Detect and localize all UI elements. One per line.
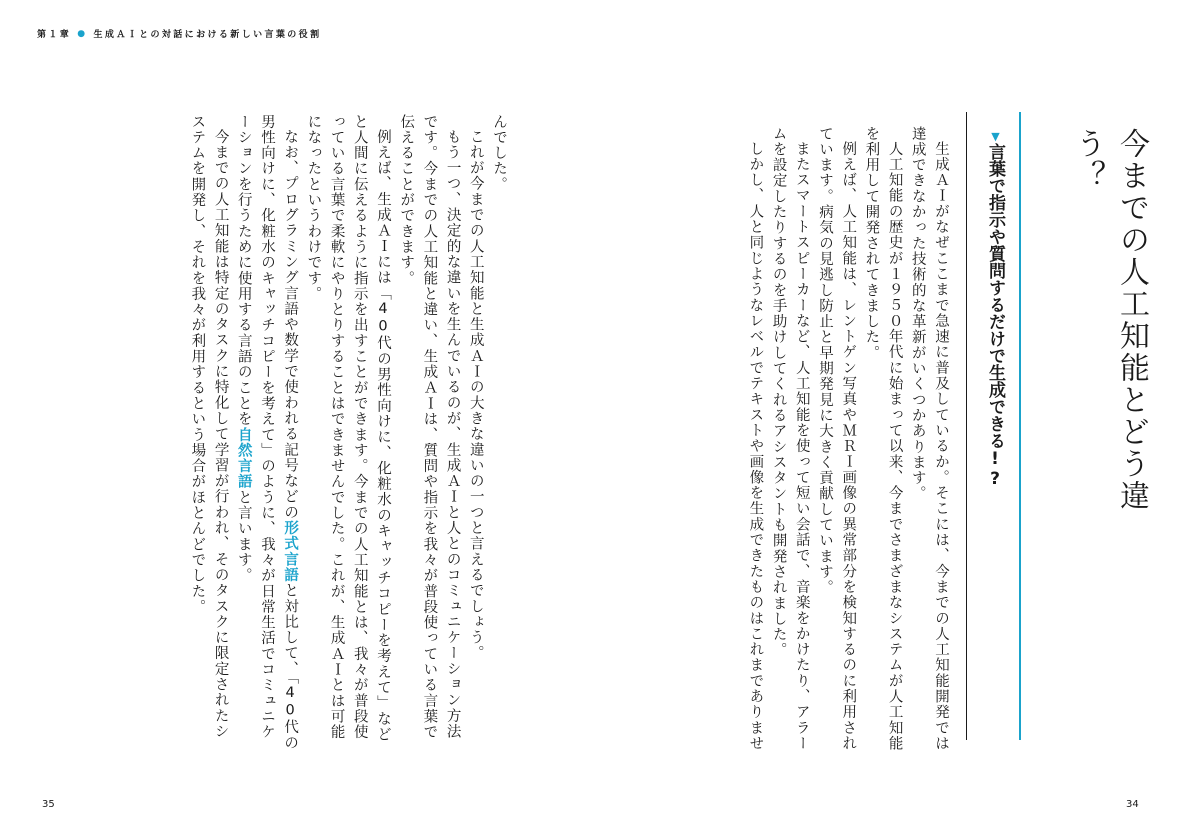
paragraph: 今までの人工知能は特定のタスクに特化して学習が行われ、そのタスクに限定されたシステムを開発し、それを我々が利用するという場合がほとんどでした。	[189, 114, 229, 739]
text-run: なお、プログラミング言語や数学で使われる記号などの	[282, 128, 299, 520]
text-run: と言います。	[235, 489, 252, 584]
headline-text: 言葉で指示や質問するだけで生成できる!?	[985, 143, 1005, 489]
running-header	[37, 27, 321, 40]
paragraph: 例えば、人工知能は、レントゲン写真やＭＲＩ画像の異常部分を検知するのに利用されています。病気の見逃し防止と早期発見に大きく貢献しています。	[816, 126, 857, 751]
paragraph	[232, 114, 302, 754]
page-number-right: 34	[1126, 799, 1139, 810]
keyword-formal-language: 形式言語	[282, 519, 299, 583]
keyword-natural-language: 自然言語	[235, 427, 252, 490]
paragraph: 生成ＡＩがなぜここまで急速に普及しているか。そこには、今までの人工知能開発では達成できなかった技術的な革新がいくつかあります。	[909, 126, 949, 751]
left-page-body	[60, 114, 510, 754]
paragraph: しかし、人と同じようなレベルでテキストや画像を生成できたものはこれまでありませ	[747, 140, 764, 751]
headline-divider	[966, 112, 967, 740]
headline-accent-bar	[1019, 112, 1021, 740]
text-run: と対比して、「40代の男性向けに、化粧水のキャッチコピーを考えて」のように、我々が日常生活でコミュニケーションを行うために使用する言語のことを	[235, 114, 299, 751]
chapter-title: 生成ＡＩとの対話における新しい言葉の役割	[93, 30, 322, 40]
section-headline	[982, 130, 1008, 730]
chapter-label: 第１章	[37, 30, 72, 40]
paragraph: んでした。	[491, 114, 507, 193]
right-page-body	[688, 126, 952, 766]
paragraph: もう一つ、決定的な違いを生んでいるのが、生成ＡＩと人とのコミュニケーション方法です。今までの人工知能と違い、生成ＡＩは、質問や指示を我々が普段使っている言葉で伝えることができます。	[398, 114, 461, 740]
paragraph: 例えば、生成ＡＩには「40代の男性向けに、化粧水のキャッチコピーを考えて」などと人間に伝えるように指示を出すことができます。今までの人工知能とは、我々が普段使っている言葉で柔軟にやりとりすることはできませんでした。これが、生成ＡＩとは可能になったというわけです。	[305, 114, 391, 742]
triangle-down-icon: ▼	[989, 130, 1002, 143]
paragraph: 人工知能の歴史が１９５０年代に始まって以来、今までさまざまなシステムが人工知能を利用して開発されてきました。	[863, 126, 903, 751]
paragraph: またスマートスピーカーなど、人工知能を使って短い会話で、音楽をかけたり、アラームを設定したりするのを手助けしてくれるアシスタントも開発されました。	[770, 126, 810, 751]
section-title: 今までの人工知能とどう違う？	[1070, 128, 1149, 512]
paragraph: これが今までの人工知能と生成ＡＩの大きな違いの一つと言えるでしょう。	[467, 128, 484, 661]
page-number-left: 35	[42, 799, 55, 810]
bullet-icon: ●	[77, 28, 88, 39]
